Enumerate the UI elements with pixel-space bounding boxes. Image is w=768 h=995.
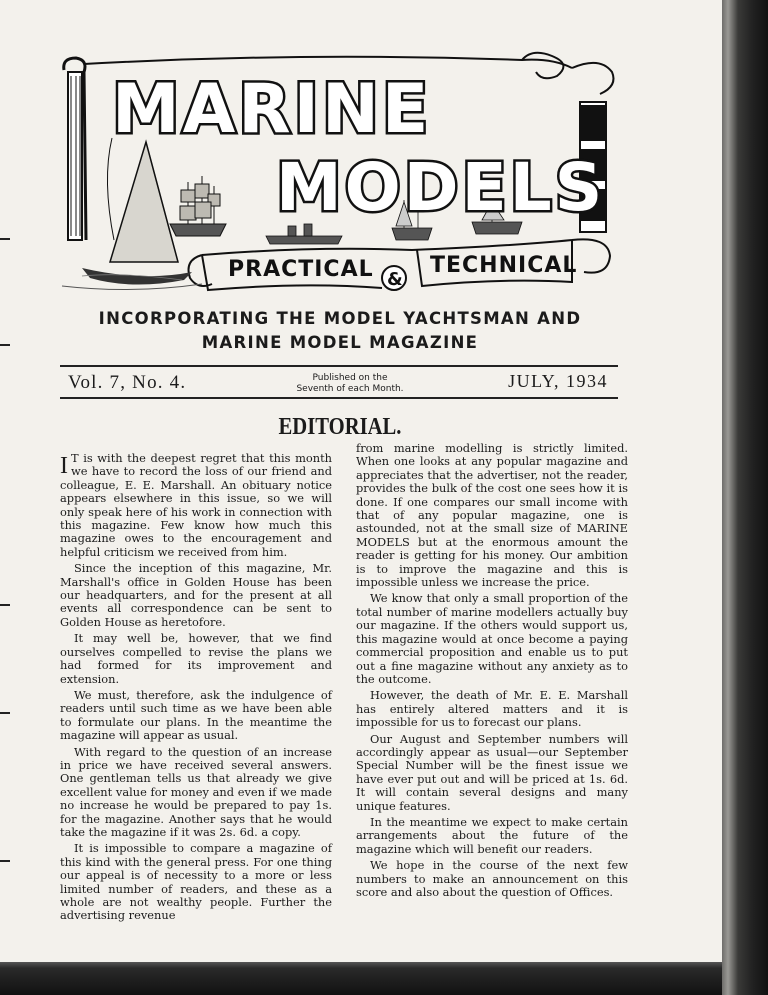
- editorial-paragraph: We know that only a small proportion of the total number of marine modellers actually buy our magazine. If the others would support us, this magazine would at once become a paying commercial proposition and enable us to put out a fine magazine without any anxiety as to the outcome.: [356, 591, 628, 686]
- title-marine: MARINE: [112, 70, 432, 149]
- masthead: [52, 50, 620, 300]
- banner-ampersand: &: [387, 269, 403, 290]
- incorporating-line-2: MARINE MODEL MAGAZINE: [201, 333, 479, 352]
- editorial-paragraph: from marine modelling is strictly limited. When one looks at any popular magazine and appreciates that the advertiser, not the reader, provides the bulk of the cost one sees how it is done. If one compares our small income with that of any popular magazine, one is astounded, not at the small size of MARINE MODELS but at the enormous amount the reader is getting for his money. Our ambition is to improve the magazine and this is impossible unless we increase the price.: [356, 441, 628, 590]
- editorial-paragraph: We hope in the course of the next few numbers to make an announcement on this score and also about the question of Offices.: [356, 858, 628, 899]
- page-edge-mark: [0, 344, 10, 346]
- editorial-heading: EDITORIAL.: [278, 414, 402, 440]
- editorial-paragraph: In the meantime we expect to make certain arrangements about the future of the magazine which will benefit our readers.: [356, 814, 628, 856]
- issue-info-bar: [60, 368, 618, 396]
- editorial-paragraph: It is impossible to compare a magazine of this kind with the general press. For one thing our appeal is of necessity to a more or less limited number of readers, and these as a whole are not wealthy people. Further the advertising revenue: [60, 841, 332, 923]
- page-edge-mark: [0, 238, 10, 240]
- editorial-paragraph: We must, therefore, ask the indulgence of readers until such time as we have been able to formulate our plans. In the meantime the magazine will appear as usual.: [60, 687, 332, 743]
- page-edge-mark: [0, 860, 10, 862]
- title-models: MODELS: [276, 149, 606, 226]
- page-edge-mark: [0, 712, 10, 714]
- editorial-paragraph: With regard to the question of an increase in price we have received several answers. One gentleman tells us that already we give excellent value for money and even if we made no increase he would be prepared to pay 1s. for the magazine. Another says that he would take the magazine if it was 2s. 6d. a copy.: [60, 744, 332, 839]
- editorial-paragraph: However, the death of Mr. E. E. Marshall has entirely altered matters and it is impossible for us to forecast our plans.: [356, 688, 628, 730]
- publication-note: [260, 373, 440, 395]
- page-edge-mark: [0, 604, 10, 606]
- banner-practical: PRACTICAL: [228, 257, 374, 282]
- volume-number: Vol. 7, No. 4.: [68, 372, 187, 393]
- editorial-paragraph: Our August and September numbers will accordingly appear as usual—our September Special Number will be the finest issue we have ever put out and will be priced at 1s. 6d. It will contain several designs and many unique features.: [356, 731, 628, 813]
- issue-date: JULY, 1934: [508, 371, 608, 391]
- editorial-paragraph: It may well be, however, that we find ourselves compelled to revise the plans we had formed for its improvement and extension.: [60, 631, 332, 686]
- page-bottom-shadow: [0, 962, 722, 995]
- incorporating-notice: [60, 307, 620, 355]
- bottom-rule: [60, 397, 618, 399]
- book-binding-edge: [722, 0, 768, 995]
- publication-note-line-1: Published on the: [312, 373, 388, 383]
- drop-cap: I: [60, 453, 68, 479]
- top-rule: [60, 365, 618, 367]
- editorial-right-column: [356, 442, 628, 902]
- publication-note-line-2: Seventh of each Month.: [296, 384, 404, 394]
- incorporating-line-1: INCORPORATING THE MODEL YACHTSMAN AND: [98, 309, 582, 328]
- editorial-paragraph: I T is with the deepest regret that this month we have to record the loss of our friend and colleague, E. E. Marshall. An obituary notice appears elsewhere in this issue, so we will only speak here of his work in connection with this magazine. Few know how much this magazine owes to the encouragement and helpful criticism we received from him.: [60, 451, 332, 559]
- banner-technical: TECHNICAL: [430, 253, 578, 278]
- editorial-left-column: [60, 452, 332, 926]
- editorial-paragraph: Since the inception of this magazine, Mr. Marshall's office in Golden House has been our headquarters, and for the present at all events all correspondence can be sent to Golden House as heretofore.: [60, 561, 332, 629]
